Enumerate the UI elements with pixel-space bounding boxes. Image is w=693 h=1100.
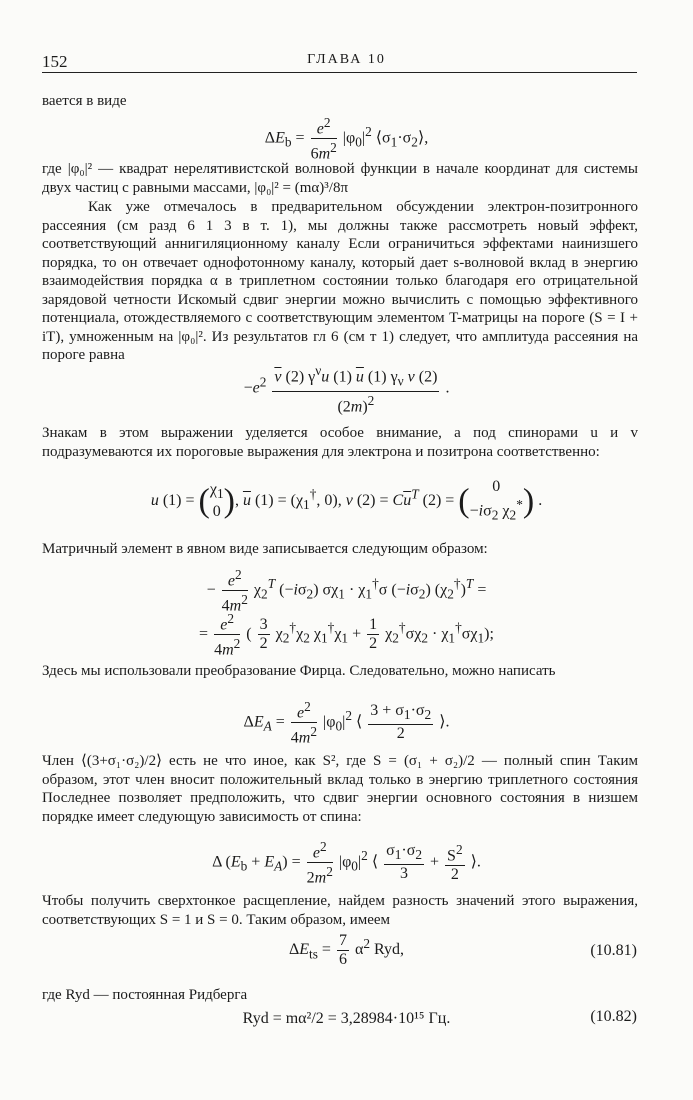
paragraph-5: Здесь мы использовали преобразование Фирца. Следовательно, можно написать	[42, 663, 556, 679]
equation-hyperfine: $\Delta E_{ts}$ = $\frac{7}{6}$ $\alpha^2$ Ryd,	[288, 932, 405, 968]
paragraph-6: Член ⟨(3+σ₁·σ₂)/2⟩ есть не что иное, как S², где S = (σ₁ + σ₂)/2 — полный спин Таким образом, этот член вносит положительный вклад только в энергию триплетного состояния Последнее позволяет предположить, что сдвиг энергии основного состояния в низшем порядке имеет следующую зависимость от спина:	[42, 753, 638, 825]
equation-delta-ea: $\Delta E_A$ = $\frac{e^2}{4m^2}$ $|\varphi_0|^2$ ⟨ $\frac{3 + \sigma_1\cdot\sigma_2}{2}$ ⟩.	[243, 699, 450, 747]
equation-number-10-82: (10.82)	[590, 1008, 637, 1025]
equation-spinors: u $(1) = (\chi_1$ 0), $\overline{u}$ $(1) = (\chi_1^\dagger$, 0), v $(2) = C\overline{u}^T$ (2) = ( 0 $-i\sigma_2$ $\chi_2^*$) .	[150, 478, 543, 523]
paragraph-7: Чтобы получить сверхтонкое расщепление, найдем разность значений этого выражения, соответствующих S = 1 и S = 0. Таким образом, имеем	[42, 893, 638, 928]
paragraph-0: вается в виде	[42, 93, 127, 109]
paragraph-1: где |φ₀|² — квадрат нерелятивистской волновой функции в начале координат для системы двух частиц с равными массами, |φ₀|² = (mα)³/8π	[42, 161, 638, 196]
paragraph-3: Знакам в этом выражении уделяется особое внимание, а под спинорами u и v подразумеваются их пороговые выражения для электрона и позитрона соответственно:	[42, 425, 638, 460]
equation-matrix-element-2: = $\frac{e^2}{4m^2}$ ( $\frac{3}{2}$ $\chi_2^\dagger\chi_2$ $\chi_1^\dagger\chi_1$ + $\frac{1}{2}$ $\chi_2^\dagger\sigma\chi_2 \cdot \chi_1^\dagger\sigma\chi_1$);	[199, 611, 494, 659]
equation-rydberg: Ryd = mα²/2 = 3,28984·10¹⁵ Гц.	[242, 1010, 451, 1027]
running-head: ГЛАВА 10	[307, 52, 386, 67]
page-number: 152	[42, 52, 68, 71]
equation-amplitude: $-e^2$ $\frac{\overline{v} (2) \gamma^\nu u (1) \overline{u} (1) \gamma_\nu v (2)}{(2m)^2}$ .	[243, 363, 450, 415]
equation-matrix-element-1: − $\frac{e^2}{4m^2}$ $\chi_2^T$ $(-i\sigma_2) \sigma\chi_1 \cdot \chi_1^\dagger\sigma$ $(-i\sigma_2) (\chi_2^\dagger)^T$ =	[206, 567, 487, 615]
paragraph-8: где Ryd — постоянная Ридберга	[42, 987, 248, 1003]
header-rule	[42, 72, 637, 73]
equation-delta-eb: $\Delta E_b$ = $\frac{e^2}{6m^2}$ $|\varphi_0|^2$ $⟨\sigma_1\cdot\sigma_2⟩$,	[264, 115, 429, 163]
equation-number-10-81: (10.81)	[590, 942, 637, 959]
paragraph-4: Матричный элемент в явном виде записывается следующим образом:	[42, 541, 488, 557]
equation-total-shift: Δ $(E_b + E_A)$ = $\frac{e^2}{2m^2}$ $|\varphi_0|^2$ ⟨ $\frac{\sigma_1\cdot\sigma_2}{3}$ + $\frac{S^2}{2}$ ⟩.	[212, 839, 481, 887]
paragraph-2: Как уже отмечалось в предварительном обсуждении электрон-позитронного рассеяния (см разд 6 1 3 в т. 1), мы должны также рассмотреть новый эффект, соответствующий аннигиляционному каналу Если ограничиться эффектами наинизшего порядка, то он отвечает однофотонному каналу, который дает s-волновой вклад в энергию взаимодействия порядка α в триплетном состоянии только благодаря его отрицательной зарядовой четности Искомый сдвиг энергии можно вычислить с помощью эффективного потенциала, отождествляемого с соответствующим элементом T-матрицы на пороге (S = I + iT), умноженным на |φ₀|². Из результатов гл 6 (см т 1) следует, что амплитуда рассеяния на пороге равна	[42, 199, 638, 363]
